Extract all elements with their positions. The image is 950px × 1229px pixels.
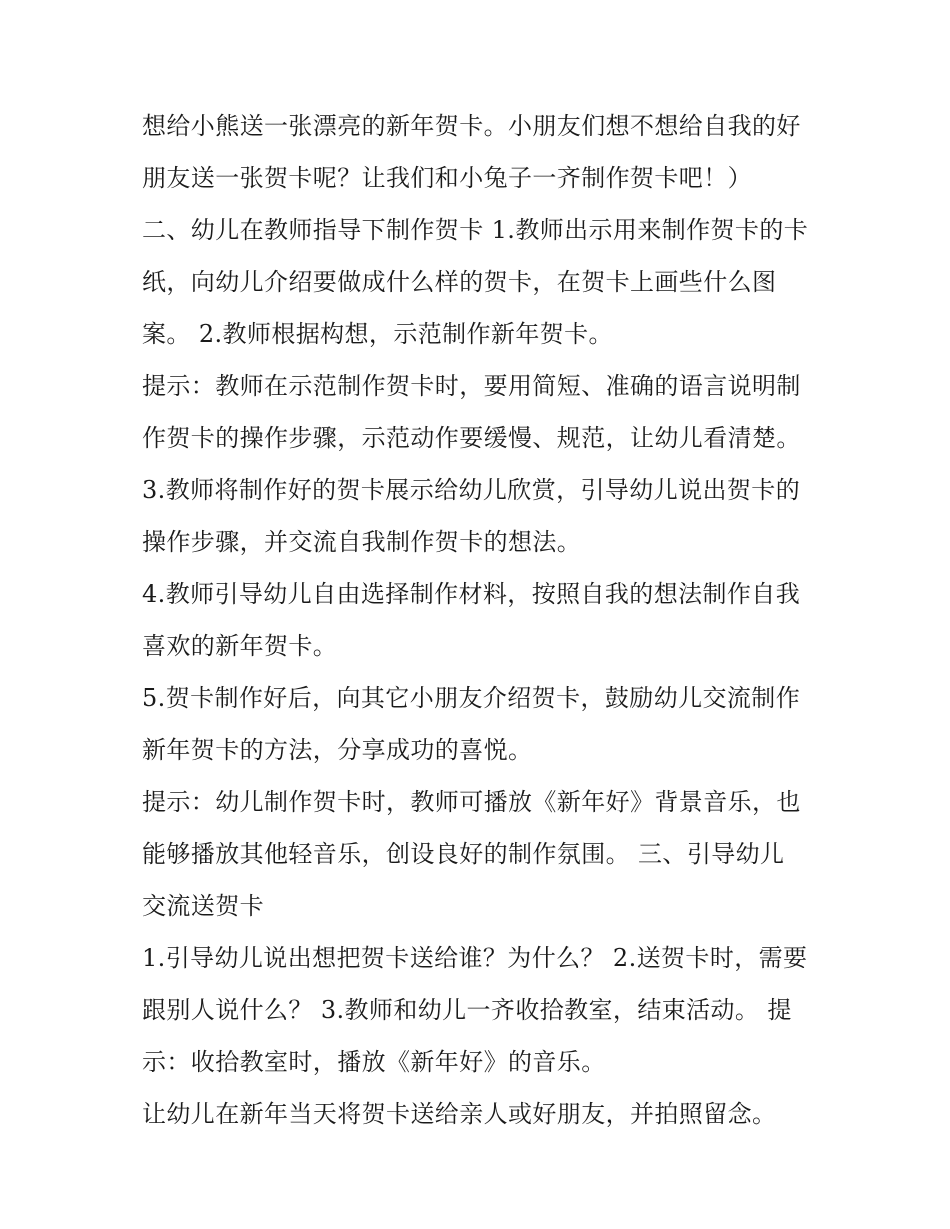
text-line: 想给小熊送一张漂亮的新年贺卡。小朋友们想不想给自我的好 bbox=[142, 112, 801, 140]
text-line: 能够播放其他轻音乐，创设良好的制作氛围。 三、引导幼儿 bbox=[142, 840, 785, 868]
text-line: 交流送贺卡 bbox=[142, 892, 264, 920]
text-line: 喜欢的新年贺卡。 bbox=[142, 632, 338, 660]
text-line: 提示：教师在示范制作贺卡时，要用简短、准确的语言说明制 bbox=[142, 372, 801, 400]
text-line: 操作步骤，并交流自我制作贺卡的想法。 bbox=[142, 528, 582, 556]
text-line: 二、幼儿在教师指导下制作贺卡 1.教师出示用来制作贺卡的卡 bbox=[142, 216, 809, 244]
text-line: 朋友送一张贺卡呢？让我们和小兔子一齐制作贺卡吧！） bbox=[142, 164, 752, 192]
text-line: 3.教师将制作好的贺卡展示给幼儿欣赏，引导幼儿说出贺卡的 bbox=[142, 476, 801, 504]
text-line: 让幼儿在新年当天将贺卡送给亲人或好朋友，并拍照留念。 bbox=[142, 1100, 777, 1128]
text-line: 提示：幼儿制作贺卡时，教师可播放《新年好》背景音乐，也 bbox=[142, 788, 801, 816]
text-line: 作贺卡的操作步骤，示范动作要缓慢、规范，让幼儿看清楚。 bbox=[142, 424, 801, 452]
text-line: 示：收拾教室时，播放《新年好》的音乐。 bbox=[142, 1048, 606, 1076]
text-line: 5.贺卡制作好后，向其它小朋友介绍贺卡，鼓励幼儿交流制作 bbox=[142, 684, 801, 712]
text-line: 1.引导幼儿说出想把贺卡送给谁？为什么？ 2.送贺卡时，需要 bbox=[142, 944, 808, 972]
document-body bbox=[142, 100, 822, 1140]
text-line: 案。 2.教师根据构想，示范制作新年贺卡。 bbox=[142, 320, 613, 348]
text-line: 跟别人说什么？ 3.教师和幼儿一齐收拾教室，结束活动。 提 bbox=[142, 996, 792, 1024]
text-line: 新年贺卡的方法，分享成功的喜悦。 bbox=[142, 736, 533, 764]
text-line: 纸，向幼儿介绍要做成什么样的贺卡，在贺卡上画些什么图 bbox=[142, 268, 777, 296]
text-line: 4.教师引导幼儿自由选择制作材料，按照自我的想法制作自我 bbox=[142, 580, 801, 608]
